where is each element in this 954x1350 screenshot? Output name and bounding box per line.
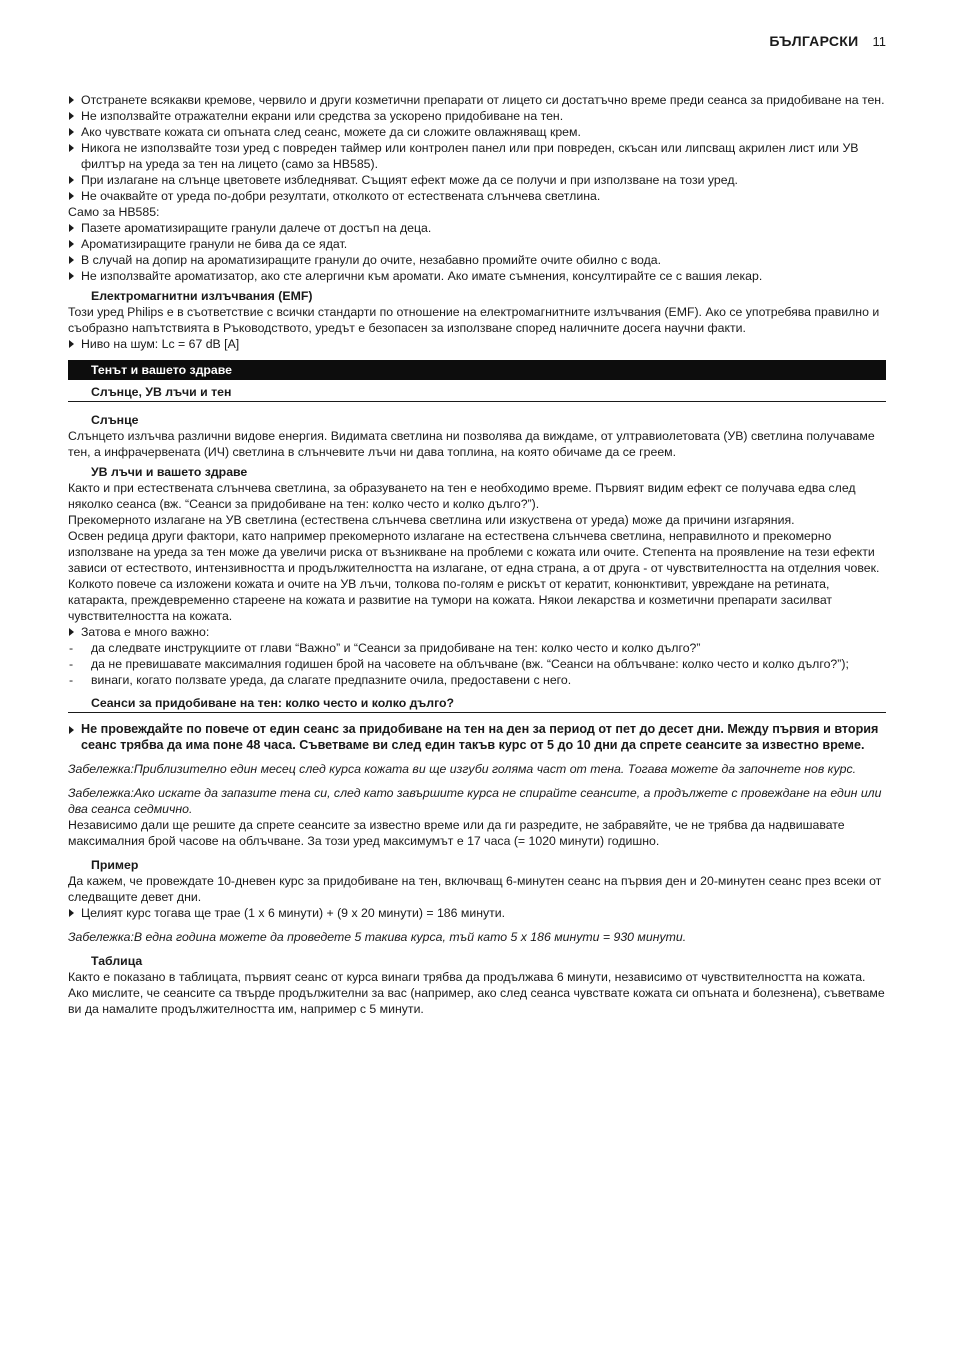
example-calculation: Целият курс тогава ще трае (1 x 6 минути) + (9 x 20 минути) = 186 минути. bbox=[68, 905, 886, 921]
table-paragraph: Както е показано в таблицата, първият сеанс от курса винаги трябва да продължава 6 минути, независимо от чувствителността на кожата. bbox=[68, 970, 866, 984]
note: Забележка:В една година можете да проведете 5 такива курса, тъй като 5 x 186 минути = 930 минути. bbox=[68, 930, 687, 944]
section-title: Тенът и вашето здраве bbox=[68, 360, 886, 380]
table-paragraph: Ако мислите, че сеансите са твърде продължителни за вас (например, ако след сеанса чувствате кожата си опъната и болезнена), съветваме ви да намалите продължителността им, например с 5 минути. bbox=[68, 986, 885, 1016]
emf-text: Този уред Philips е в съответствие с всички стандарти по отношение на електромагнитните излъчвания (EMF). Ако се употребява правилно и съобразно напътствията в Ръководството, уредът е безопасен за използване според наличните досега научни факти. bbox=[68, 305, 880, 335]
sessions-rule: Не провеждайте по повече от един сеанс за придобиване на тен на ден за период от пет до десет дни. Между първия и втория сеанс трябва да има поне 48 часа. Съветваме ви след един такъв курс от 5 до 10 дни да спрете сеансите за известно време. bbox=[68, 721, 886, 753]
list-item: - да не превишавате максималния годишен брой на часовете на облъчване (вж. “Сеанси на облъчване: колко често и колко дълго?”); bbox=[68, 656, 886, 672]
uv-heading: УВ лъчи и вашето здраве bbox=[91, 465, 248, 479]
note: Забележка:Ако искате да запазите тена си, след като завършите курса не спирайте сеансите, а продължете с провеждане на един или два сеанса седмично. bbox=[68, 786, 882, 816]
list-item: Не очаквайте от уреда по-добри резултати, отколкото от естествената слънчева светлина. bbox=[68, 188, 886, 204]
page-content bbox=[68, 92, 886, 1017]
page-number: 11 bbox=[872, 34, 886, 49]
list-item: Не използвайте ароматизатор, ако сте алергични към аромати. Ако имате съмнения, консултирайте се с вашия лекар. bbox=[68, 268, 886, 284]
warnings-list bbox=[68, 92, 886, 204]
uv-paragraph: Както и при естествената слънчева светлина, за образуването на тен е необходимо време. Първият видим ефект се получава едва след няколко сеанса (вж. “Сеанси за придобиване на тен: колко често и колко дълго?”). bbox=[68, 481, 856, 511]
list-item: Отстранете всякакви кремове, червило и други козметични препарати от лицето си достатъчно време преди сеанса за придобиване на тен. bbox=[68, 92, 886, 108]
sun-text: Слънцето излъчва различни видове енергия. Видимата светлина ни позволява да виждаме, от ултравиолетовата (УВ) светлина получаваме тен, а инфрачервената (ИЧ) светлина в слънчевите лъчи ни дава топлина, на която обичаме да се греем. bbox=[68, 429, 875, 459]
list-item: При излагане на слънце цветовете избледняват. Същият ефект може да се получи и при използване на този уред. bbox=[68, 172, 886, 188]
page-header bbox=[769, 33, 886, 50]
uv-paragraph: Колкото повече са изложени кожата и очите на УВ лъчи, толкова по-голям е рискът от кератит, конюнктивит, увреждане на ретината, катаракта, преждевременно стареене на кожата и развитие на тумори на кожата. Някои лекарства и козметични препарати засилват чувствителността на кожата. bbox=[68, 577, 833, 623]
list-item: В случай на допир на ароматизиращите гранули до очите, незабавно промийте очите обилно с вода. bbox=[68, 252, 886, 268]
hb585-list bbox=[68, 220, 886, 284]
example-heading: Пример bbox=[91, 858, 139, 872]
sessions-text: Независимо дали ще решите да спрете сеансите за известно време или да ги разредите, не забравяйте, че не трябва да надвишавате максималния брой часове на облъчване. За този уред максимумът е 17 часа (= 1020 минути) годишно. bbox=[68, 818, 845, 848]
list-item: - винаги, когато ползвате уреда, да слагате предпазните очила, предоставени с него. bbox=[68, 672, 886, 688]
example-text: Да кажем, че провеждате 10-дневен курс за придобиване на тен, включващ 6-минутен сеанс на първия ден и 20-минутен сеанс през всеки от следващите девет дни. bbox=[68, 874, 882, 904]
uv-paragraph: Прекомерното излагане на УВ светлина (естествена слънчева светлина или изкуствена от уреда) може да причини изгаряния. bbox=[68, 513, 795, 527]
list-item: Пазете ароматизиращите гранули далече от достъп на деца. bbox=[68, 220, 886, 236]
sessions-heading: Сеанси за придобиване на тен: колко често и колко дълго? bbox=[68, 692, 886, 713]
emf-heading: Електромагнитни излъчвания (EMF) bbox=[91, 289, 313, 303]
uv-paragraph: Освен редица други фактори, като например прекомерното излагане на естествена слънчева светлина, неправилното и прекомерно използване на уреда за тен може да увеличи риска от възникване на проблеми с кожата или очите. Степента на проявление на тези ефекти зависи от естеството, интензивността и продължителността на излагане, от една страна, а от друга - от чувствителността на отделния човек. bbox=[68, 529, 880, 575]
language-label: БЪЛГАРСКИ bbox=[769, 33, 859, 49]
important-label: Затова е много важно: bbox=[68, 624, 886, 640]
list-item: Ароматизиращите гранули не бива да се ядат. bbox=[68, 236, 886, 252]
noise-level: Ниво на шум: Lc = 67 dB [A] bbox=[68, 336, 886, 352]
subsection-title: Слънце, УВ лъчи и тен bbox=[68, 381, 886, 402]
hb585-label: Само за HB585: bbox=[68, 205, 160, 219]
list-item: - да следвате инструкциите от глави “Важно” и “Сеанси за придобиване на тен: колко често и колко дълго?” bbox=[68, 640, 886, 656]
list-item: Не използвайте отражателни екрани или средства за ускорено придобиване на тен. bbox=[68, 108, 886, 124]
list-item: Никога не използвайте този уред с повреден таймер или контролен панел или при повреден, скъсан или липсващ акрилен лист или УВ филтър на уреда за тен на лицето (само за HB585). bbox=[68, 140, 886, 172]
sun-heading: Слънце bbox=[91, 413, 139, 427]
important-list bbox=[68, 640, 886, 688]
note: Забележка:Приблизително един месец след курса кожата ви ще изгуби голяма част от тена. Тогава можете да започнете нов курс. bbox=[68, 762, 857, 776]
table-heading: Таблица bbox=[91, 954, 143, 968]
list-item: Ако чувствате кожата си опъната след сеанс, можете да си сложите овлажняващ крем. bbox=[68, 124, 886, 140]
